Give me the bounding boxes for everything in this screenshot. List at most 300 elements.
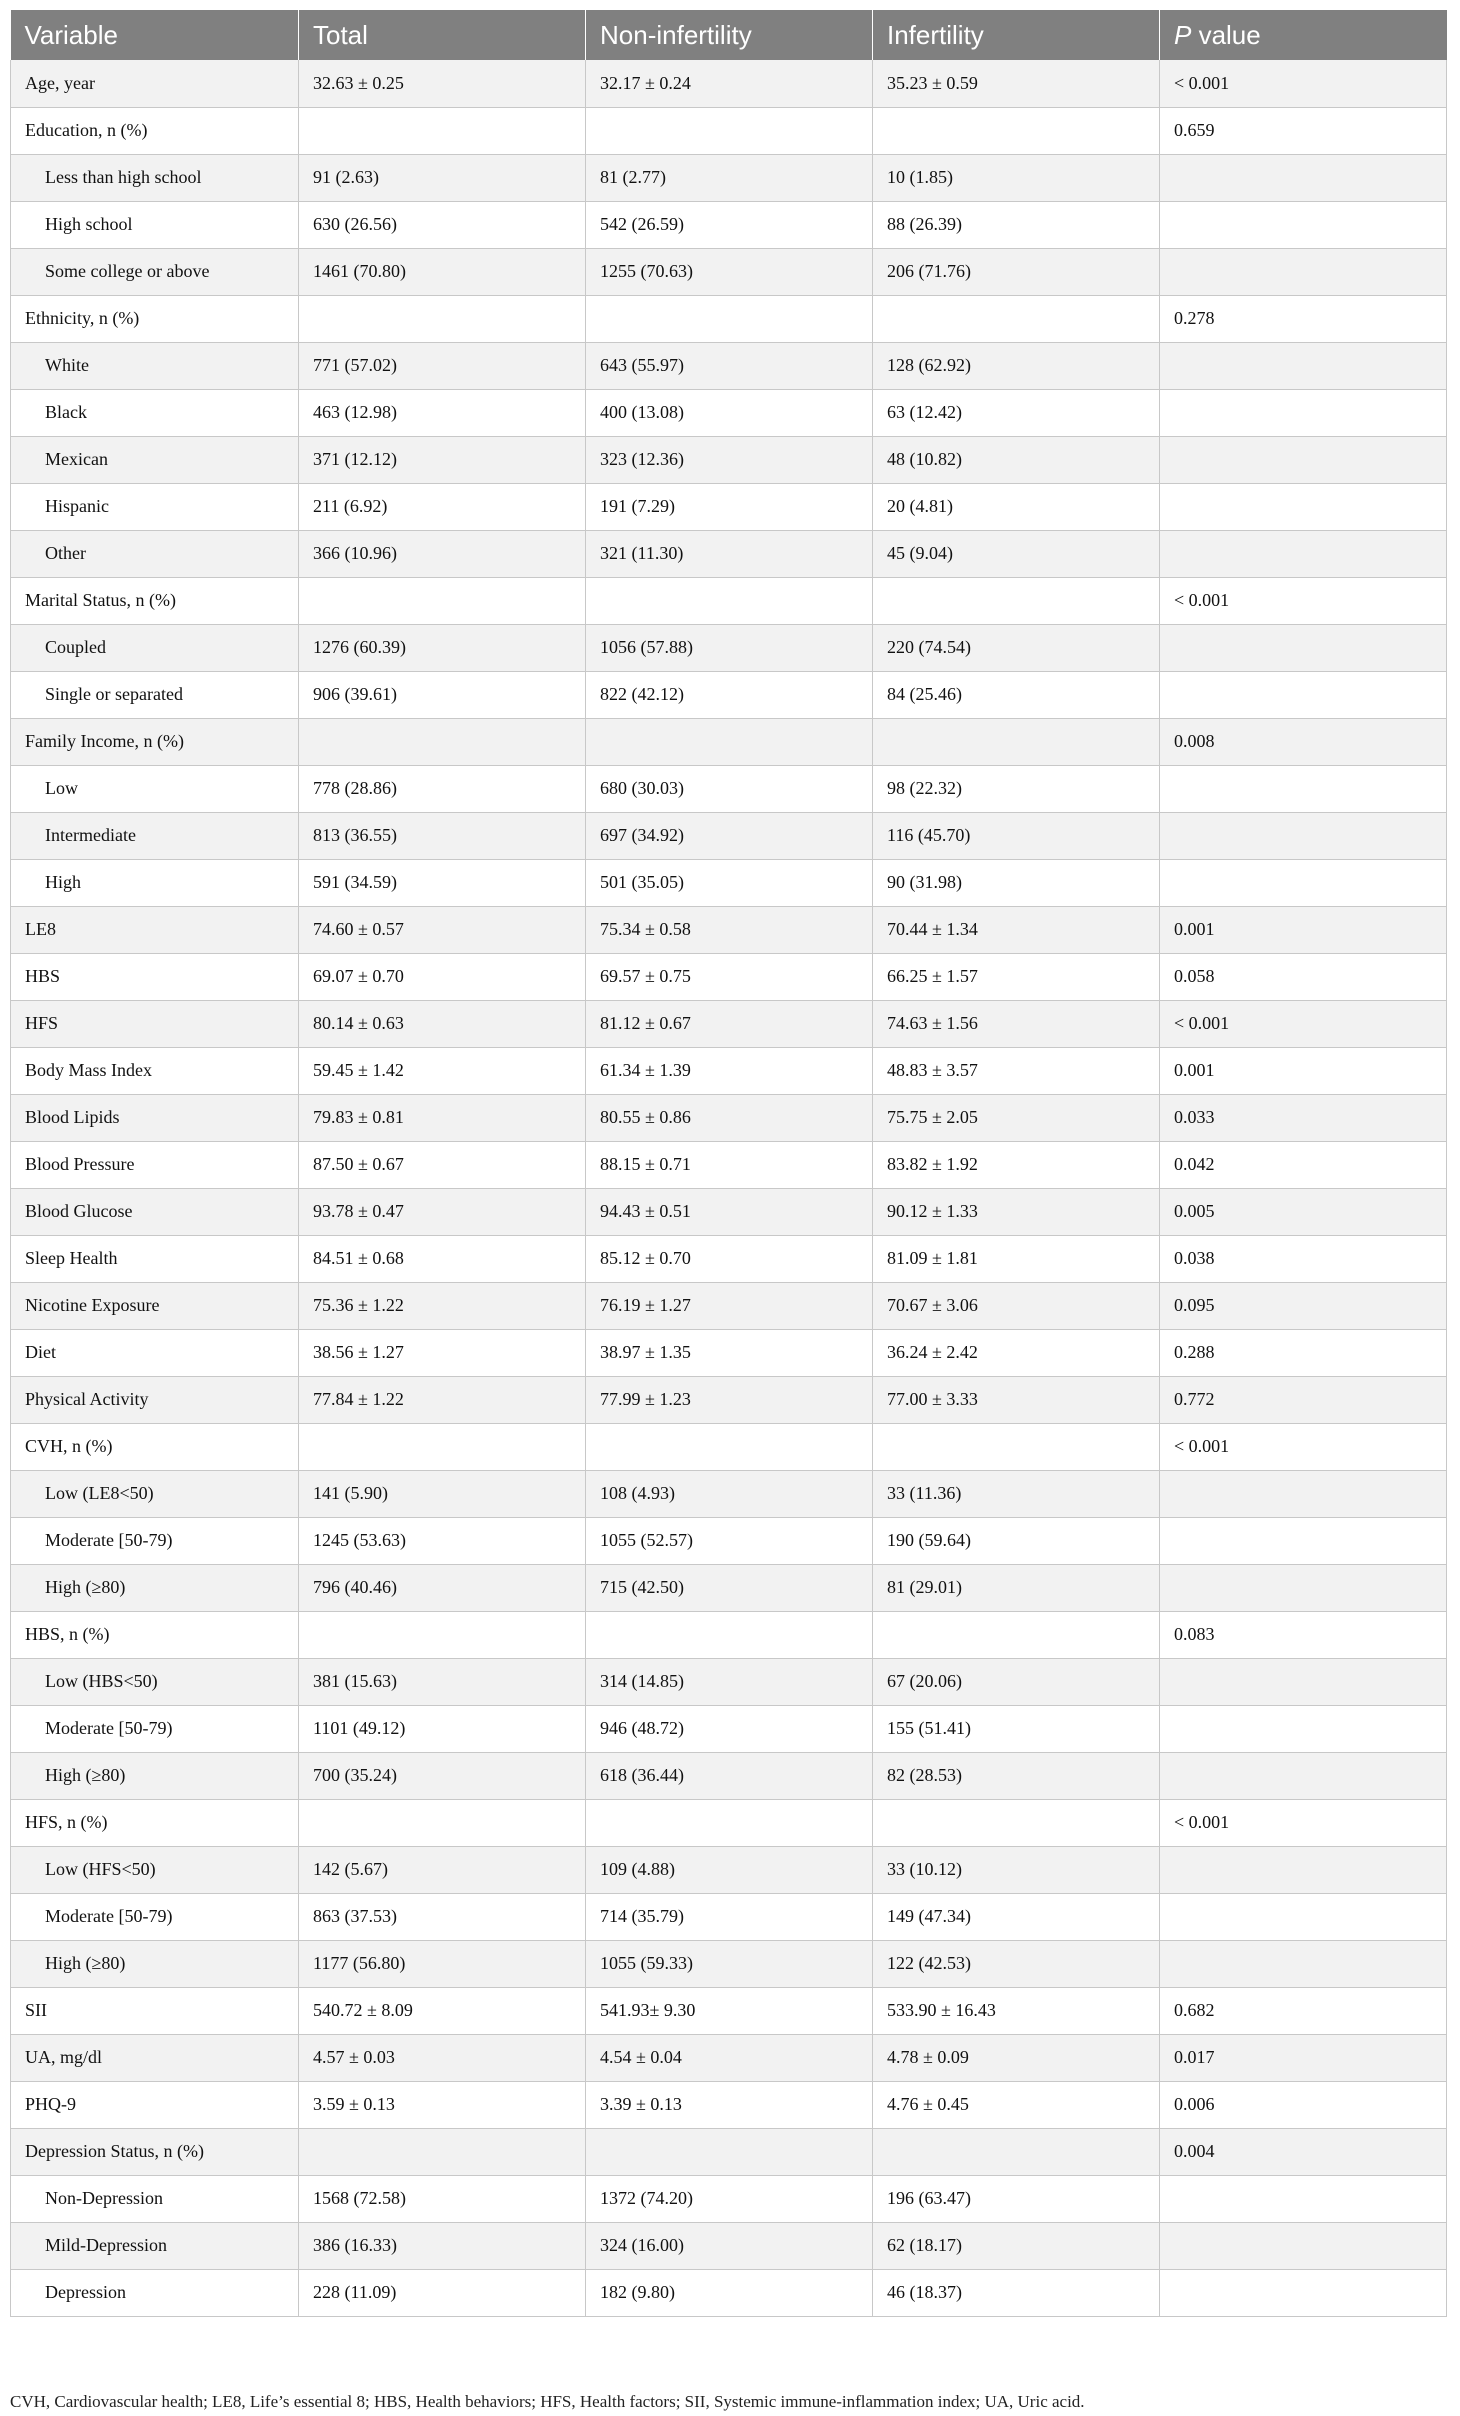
table-row [11, 1047, 1447, 1094]
cell-infertility: 70.67 ± 3.06 [873, 1282, 1160, 1329]
cell-non-infertility: 80.55 ± 0.86 [586, 1094, 873, 1141]
table-row [11, 154, 1447, 201]
cell-infertility [873, 1423, 1160, 1470]
cell-total: 142 (5.67) [299, 1846, 586, 1893]
cell-variable: Physical Activity [11, 1376, 299, 1423]
cell-infertility: 149 (47.34) [873, 1893, 1160, 1940]
cell-total: 141 (5.90) [299, 1470, 586, 1517]
cell-infertility [873, 577, 1160, 624]
cell-infertility: 67 (20.06) [873, 1658, 1160, 1705]
cell-infertility: 20 (4.81) [873, 483, 1160, 530]
cell-non-infertility: 400 (13.08) [586, 389, 873, 436]
cell-non-infertility: 191 (7.29) [586, 483, 873, 530]
cell-variable: White [11, 342, 299, 389]
table-row [11, 436, 1447, 483]
cell-total: 700 (35.24) [299, 1752, 586, 1799]
cell-variable: Blood Lipids [11, 1094, 299, 1141]
cell-total: 863 (37.53) [299, 1893, 586, 1940]
cell-non-infertility: 38.97 ± 1.35 [586, 1329, 873, 1376]
cell-infertility: 33 (10.12) [873, 1846, 1160, 1893]
cell-infertility: 220 (74.54) [873, 624, 1160, 671]
cell-variable: Education, n (%) [11, 107, 299, 154]
cell-variable: Blood Pressure [11, 1141, 299, 1188]
cell-non-infertility: 61.34 ± 1.39 [586, 1047, 873, 1094]
cell-p-value [1160, 1658, 1447, 1705]
cell-p-value [1160, 201, 1447, 248]
table-row [11, 483, 1447, 530]
cell-variable: Mild-Depression [11, 2222, 299, 2269]
cell-infertility: 75.75 ± 2.05 [873, 1094, 1160, 1141]
cell-total: 591 (34.59) [299, 859, 586, 906]
table-row [11, 1235, 1447, 1282]
table-row [11, 2034, 1447, 2081]
cell-total: 91 (2.63) [299, 154, 586, 201]
cell-total [299, 2128, 586, 2175]
table-row [11, 1799, 1447, 1846]
header-p-rest: value [1191, 19, 1261, 50]
cell-total: 1568 (72.58) [299, 2175, 586, 2222]
table-row [11, 2222, 1447, 2269]
cell-non-infertility: 946 (48.72) [586, 1705, 873, 1752]
cell-variable: Low [11, 765, 299, 812]
cell-non-infertility [586, 107, 873, 154]
cell-p-value: < 0.001 [1160, 577, 1447, 624]
cell-infertility: 196 (63.47) [873, 2175, 1160, 2222]
cell-p-value [1160, 765, 1447, 812]
cell-p-value [1160, 1564, 1447, 1611]
cell-p-value [1160, 530, 1447, 577]
cell-variable: Diet [11, 1329, 299, 1376]
cell-variable: HBS, n (%) [11, 1611, 299, 1658]
cell-infertility: 81 (29.01) [873, 1564, 1160, 1611]
cell-p-value [1160, 671, 1447, 718]
cell-p-value [1160, 624, 1447, 671]
cell-non-infertility: 501 (35.05) [586, 859, 873, 906]
cell-infertility: 4.76 ± 0.45 [873, 2081, 1160, 2128]
cell-p-value [1160, 859, 1447, 906]
header-row [11, 10, 1447, 60]
cell-total: 630 (26.56) [299, 201, 586, 248]
cell-non-infertility: 697 (34.92) [586, 812, 873, 859]
cell-p-value: 0.038 [1160, 1235, 1447, 1282]
cell-total: 84.51 ± 0.68 [299, 1235, 586, 1282]
table-row [11, 1000, 1447, 1047]
table-row [11, 1141, 1447, 1188]
cell-non-infertility: 1255 (70.63) [586, 248, 873, 295]
cell-total: 778 (28.86) [299, 765, 586, 812]
cell-p-value: 0.006 [1160, 2081, 1447, 2128]
cell-total: 386 (16.33) [299, 2222, 586, 2269]
cell-infertility [873, 295, 1160, 342]
table-row [11, 1658, 1447, 1705]
cell-total: 540.72 ± 8.09 [299, 1987, 586, 2034]
cell-p-value [1160, 483, 1447, 530]
cell-total [299, 1799, 586, 1846]
cell-infertility: 190 (59.64) [873, 1517, 1160, 1564]
table-row [11, 765, 1447, 812]
cell-non-infertility: 85.12 ± 0.70 [586, 1235, 873, 1282]
cell-variable: Family Income, n (%) [11, 718, 299, 765]
cell-infertility: 33 (11.36) [873, 1470, 1160, 1517]
table-row [11, 1564, 1447, 1611]
cell-variable: Ethnicity, n (%) [11, 295, 299, 342]
cell-infertility [873, 1611, 1160, 1658]
cell-variable: Intermediate [11, 812, 299, 859]
cell-variable: HFS, n (%) [11, 1799, 299, 1846]
cell-non-infertility: 4.54 ± 0.04 [586, 2034, 873, 2081]
cell-infertility: 116 (45.70) [873, 812, 1160, 859]
cell-infertility: 88 (26.39) [873, 201, 1160, 248]
table-row [11, 953, 1447, 1000]
table-header [11, 10, 1447, 60]
cell-p-value [1160, 389, 1447, 436]
cell-variable: HBS [11, 953, 299, 1000]
cell-non-infertility: 542 (26.59) [586, 201, 873, 248]
cell-p-value: 0.772 [1160, 1376, 1447, 1423]
cell-variable: Depression Status, n (%) [11, 2128, 299, 2175]
table-row [11, 248, 1447, 295]
cell-non-infertility [586, 1611, 873, 1658]
cell-non-infertility: 715 (42.50) [586, 1564, 873, 1611]
cell-infertility: 10 (1.85) [873, 154, 1160, 201]
cell-non-infertility: 541.93± 9.30 [586, 1987, 873, 2034]
cell-infertility: 206 (71.76) [873, 248, 1160, 295]
cell-infertility: 35.23 ± 0.59 [873, 60, 1160, 107]
cell-variable: CVH, n (%) [11, 1423, 299, 1470]
table-row [11, 295, 1447, 342]
cell-variable: Moderate [50-79) [11, 1893, 299, 1940]
cell-total: 1101 (49.12) [299, 1705, 586, 1752]
header-p-value [1160, 10, 1447, 60]
cell-non-infertility: 81.12 ± 0.67 [586, 1000, 873, 1047]
table-row [11, 1705, 1447, 1752]
cell-non-infertility [586, 1423, 873, 1470]
cell-infertility: 82 (28.53) [873, 1752, 1160, 1799]
table-row [11, 107, 1447, 154]
cell-total: 79.83 ± 0.81 [299, 1094, 586, 1141]
cell-non-infertility: 76.19 ± 1.27 [586, 1282, 873, 1329]
cell-non-infertility: 324 (16.00) [586, 2222, 873, 2269]
cell-p-value: 0.058 [1160, 953, 1447, 1000]
cell-total [299, 1423, 586, 1470]
cell-non-infertility: 108 (4.93) [586, 1470, 873, 1517]
table-row [11, 1987, 1447, 2034]
cell-infertility: 66.25 ± 1.57 [873, 953, 1160, 1000]
table-row [11, 1752, 1447, 1799]
table-row [11, 1282, 1447, 1329]
cell-infertility [873, 2128, 1160, 2175]
table-body [11, 60, 1447, 2316]
cell-total: 69.07 ± 0.70 [299, 953, 586, 1000]
cell-variable: Less than high school [11, 154, 299, 201]
cell-variable: Moderate [50-79) [11, 1705, 299, 1752]
cell-non-infertility: 680 (30.03) [586, 765, 873, 812]
cell-variable: PHQ-9 [11, 2081, 299, 2128]
cell-variable: UA, mg/dl [11, 2034, 299, 2081]
cell-non-infertility: 94.43 ± 0.51 [586, 1188, 873, 1235]
cell-infertility: 70.44 ± 1.34 [873, 906, 1160, 953]
cell-infertility: 83.82 ± 1.92 [873, 1141, 1160, 1188]
cell-p-value: < 0.001 [1160, 1799, 1447, 1846]
cell-variable: LE8 [11, 906, 299, 953]
cell-infertility: 62 (18.17) [873, 2222, 1160, 2269]
cell-total: 771 (57.02) [299, 342, 586, 389]
cell-total: 381 (15.63) [299, 1658, 586, 1705]
cell-total [299, 107, 586, 154]
cell-variable: High (≥80) [11, 1752, 299, 1799]
table-row [11, 1188, 1447, 1235]
cell-non-infertility [586, 577, 873, 624]
cell-total: 75.36 ± 1.22 [299, 1282, 586, 1329]
cell-p-value: < 0.001 [1160, 60, 1447, 107]
table-row [11, 2269, 1447, 2316]
table-row [11, 2081, 1447, 2128]
cell-variable: Sleep Health [11, 1235, 299, 1282]
cell-total: 1461 (70.80) [299, 248, 586, 295]
table-row [11, 530, 1447, 577]
data-table [10, 10, 1447, 2317]
cell-variable: High (≥80) [11, 1940, 299, 1987]
cell-non-infertility: 75.34 ± 0.58 [586, 906, 873, 953]
cell-total: 74.60 ± 0.57 [299, 906, 586, 953]
table-row [11, 1517, 1447, 1564]
cell-non-infertility [586, 2128, 873, 2175]
cell-infertility [873, 107, 1160, 154]
cell-p-value: < 0.001 [1160, 1423, 1447, 1470]
cell-total: 906 (39.61) [299, 671, 586, 718]
table-row [11, 1846, 1447, 1893]
cell-infertility: 74.63 ± 1.56 [873, 1000, 1160, 1047]
cell-total: 463 (12.98) [299, 389, 586, 436]
cell-p-value [1160, 812, 1447, 859]
cell-non-infertility: 1372 (74.20) [586, 2175, 873, 2222]
cell-infertility: 81.09 ± 1.81 [873, 1235, 1160, 1282]
table-row [11, 812, 1447, 859]
cell-non-infertility: 88.15 ± 0.71 [586, 1141, 873, 1188]
cell-variable: SII [11, 1987, 299, 2034]
cell-infertility: 122 (42.53) [873, 1940, 1160, 1987]
cell-non-infertility: 714 (35.79) [586, 1893, 873, 1940]
cell-variable: Coupled [11, 624, 299, 671]
table-row [11, 60, 1447, 107]
cell-p-value: 0.005 [1160, 1188, 1447, 1235]
cell-p-value [1160, 436, 1447, 483]
header-p-letter: P [1174, 19, 1192, 50]
table-row [11, 2128, 1447, 2175]
table-row [11, 859, 1447, 906]
table-row [11, 718, 1447, 765]
table-row [11, 1470, 1447, 1517]
cell-non-infertility: 1055 (52.57) [586, 1517, 873, 1564]
cell-p-value: 0.682 [1160, 1987, 1447, 2034]
table-footnote: CVH, Cardiovascular health; LE8, Life’s essential 8; HBS, Health behaviors; HFS, Health factors; SII, Systemic immune-inflammation index; UA, Uric acid. [10, 2392, 1085, 2411]
cell-variable: Single or separated [11, 671, 299, 718]
cell-total: 4.57 ± 0.03 [299, 2034, 586, 2081]
cell-p-value [1160, 2222, 1447, 2269]
cell-variable: HFS [11, 1000, 299, 1047]
cell-variable: High [11, 859, 299, 906]
cell-variable: Black [11, 389, 299, 436]
cell-non-infertility: 323 (12.36) [586, 436, 873, 483]
cell-total: 371 (12.12) [299, 436, 586, 483]
cell-p-value: 0.001 [1160, 906, 1447, 953]
cell-non-infertility: 32.17 ± 0.24 [586, 60, 873, 107]
table-row [11, 2175, 1447, 2222]
cell-total: 32.63 ± 0.25 [299, 60, 586, 107]
cell-infertility: 533.90 ± 16.43 [873, 1987, 1160, 2034]
cell-non-infertility: 109 (4.88) [586, 1846, 873, 1893]
cell-non-infertility: 69.57 ± 0.75 [586, 953, 873, 1000]
cell-infertility [873, 718, 1160, 765]
cell-total: 1245 (53.63) [299, 1517, 586, 1564]
cell-p-value: 0.042 [1160, 1141, 1447, 1188]
cell-variable: High school [11, 201, 299, 248]
table-row [11, 389, 1447, 436]
cell-p-value [1160, 1752, 1447, 1799]
cell-non-infertility: 77.99 ± 1.23 [586, 1376, 873, 1423]
cell-infertility: 46 (18.37) [873, 2269, 1160, 2316]
cell-non-infertility: 81 (2.77) [586, 154, 873, 201]
cell-non-infertility [586, 718, 873, 765]
table-row [11, 1893, 1447, 1940]
cell-infertility: 48 (10.82) [873, 436, 1160, 483]
cell-total: 77.84 ± 1.22 [299, 1376, 586, 1423]
cell-non-infertility [586, 1799, 873, 1846]
cell-p-value: 0.008 [1160, 718, 1447, 765]
cell-infertility: 36.24 ± 2.42 [873, 1329, 1160, 1376]
cell-p-value [1160, 342, 1447, 389]
table-row [11, 1329, 1447, 1376]
cell-total [299, 577, 586, 624]
cell-non-infertility: 643 (55.97) [586, 342, 873, 389]
cell-variable: Low (HBS<50) [11, 1658, 299, 1705]
cell-non-infertility: 1055 (59.33) [586, 1940, 873, 1987]
cell-variable: Hispanic [11, 483, 299, 530]
header-variable: Variable [11, 10, 299, 60]
cell-total: 93.78 ± 0.47 [299, 1188, 586, 1235]
cell-infertility [873, 1799, 1160, 1846]
cell-non-infertility: 321 (11.30) [586, 530, 873, 577]
cell-total [299, 718, 586, 765]
cell-variable: Mexican [11, 436, 299, 483]
table-row [11, 577, 1447, 624]
cell-p-value: 0.017 [1160, 2034, 1447, 2081]
cell-non-infertility [586, 295, 873, 342]
cell-variable: Low (HFS<50) [11, 1846, 299, 1893]
cell-p-value: 0.288 [1160, 1329, 1447, 1376]
cell-variable: Low (LE8<50) [11, 1470, 299, 1517]
cell-variable: High (≥80) [11, 1564, 299, 1611]
cell-total: 87.50 ± 0.67 [299, 1141, 586, 1188]
cell-infertility: 63 (12.42) [873, 389, 1160, 436]
table-row [11, 1094, 1447, 1141]
cell-non-infertility: 1056 (57.88) [586, 624, 873, 671]
cell-p-value: 0.004 [1160, 2128, 1447, 2175]
table-row [11, 1940, 1447, 1987]
table-row [11, 1611, 1447, 1658]
cell-p-value: 0.278 [1160, 295, 1447, 342]
cell-total [299, 295, 586, 342]
cell-p-value: 0.001 [1160, 1047, 1447, 1094]
table-row [11, 342, 1447, 389]
cell-p-value [1160, 2269, 1447, 2316]
cell-non-infertility: 314 (14.85) [586, 1658, 873, 1705]
cell-variable: Nicotine Exposure [11, 1282, 299, 1329]
cell-total: 366 (10.96) [299, 530, 586, 577]
cell-p-value [1160, 1846, 1447, 1893]
cell-variable: Age, year [11, 60, 299, 107]
header-infertility: Infertility [873, 10, 1160, 60]
cell-variable: Other [11, 530, 299, 577]
table-row [11, 201, 1447, 248]
cell-p-value: 0.033 [1160, 1094, 1447, 1141]
table-row [11, 906, 1447, 953]
cell-infertility: 77.00 ± 3.33 [873, 1376, 1160, 1423]
cell-total: 38.56 ± 1.27 [299, 1329, 586, 1376]
cell-p-value [1160, 1893, 1447, 1940]
cell-p-value: 0.095 [1160, 1282, 1447, 1329]
cell-variable: Moderate [50-79) [11, 1517, 299, 1564]
table-row [11, 1376, 1447, 1423]
cell-p-value: 0.083 [1160, 1611, 1447, 1658]
cell-p-value [1160, 248, 1447, 295]
cell-non-infertility: 618 (36.44) [586, 1752, 873, 1799]
cell-total: 211 (6.92) [299, 483, 586, 530]
cell-total [299, 1611, 586, 1658]
cell-infertility: 90.12 ± 1.33 [873, 1188, 1160, 1235]
cell-p-value [1160, 1517, 1447, 1564]
cell-total: 813 (36.55) [299, 812, 586, 859]
cell-p-value: < 0.001 [1160, 1000, 1447, 1047]
cell-non-infertility: 822 (42.12) [586, 671, 873, 718]
cell-infertility: 4.78 ± 0.09 [873, 2034, 1160, 2081]
header-non-infertility: Non-infertility [586, 10, 873, 60]
cell-variable: Marital Status, n (%) [11, 577, 299, 624]
cell-infertility: 98 (22.32) [873, 765, 1160, 812]
cell-p-value [1160, 154, 1447, 201]
table-row [11, 671, 1447, 718]
cell-infertility: 90 (31.98) [873, 859, 1160, 906]
cell-total: 796 (40.46) [299, 1564, 586, 1611]
cell-total: 59.45 ± 1.42 [299, 1047, 586, 1094]
cell-variable: Depression [11, 2269, 299, 2316]
cell-total: 80.14 ± 0.63 [299, 1000, 586, 1047]
cell-variable: Non-Depression [11, 2175, 299, 2222]
cell-variable: Body Mass Index [11, 1047, 299, 1094]
cell-infertility: 128 (62.92) [873, 342, 1160, 389]
cell-infertility: 45 (9.04) [873, 530, 1160, 577]
cell-infertility: 155 (51.41) [873, 1705, 1160, 1752]
cell-p-value [1160, 2175, 1447, 2222]
cell-total: 228 (11.09) [299, 2269, 586, 2316]
cell-non-infertility: 182 (9.80) [586, 2269, 873, 2316]
cell-total: 1177 (56.80) [299, 1940, 586, 1987]
cell-variable: Some college or above [11, 248, 299, 295]
cell-p-value [1160, 1470, 1447, 1517]
header-total: Total [299, 10, 586, 60]
cell-p-value: 0.659 [1160, 107, 1447, 154]
cell-total: 1276 (60.39) [299, 624, 586, 671]
cell-total: 3.59 ± 0.13 [299, 2081, 586, 2128]
cell-variable: Blood Glucose [11, 1188, 299, 1235]
cell-infertility: 48.83 ± 3.57 [873, 1047, 1160, 1094]
table-row [11, 1423, 1447, 1470]
cell-p-value [1160, 1940, 1447, 1987]
table-row [11, 624, 1447, 671]
cell-non-infertility: 3.39 ± 0.13 [586, 2081, 873, 2128]
cell-p-value [1160, 1705, 1447, 1752]
cell-infertility: 84 (25.46) [873, 671, 1160, 718]
